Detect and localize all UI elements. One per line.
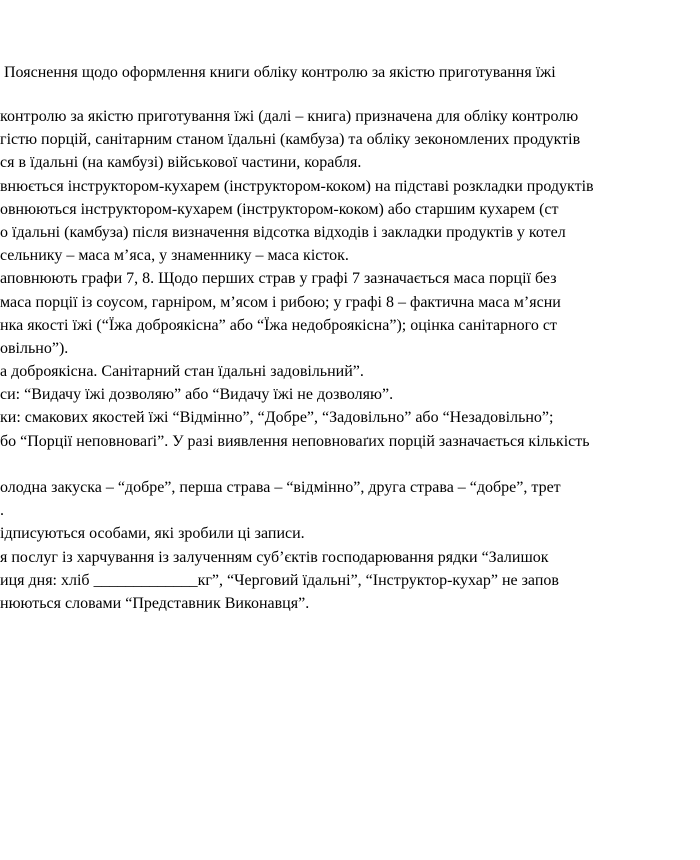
text-line: внюється інструктором-кухарем (інструктором-коком) на підставі розкладки продуктів — [0, 177, 594, 195]
text-line: нка якості їжі (“Їжа доброякісна” або “Їжа недоброякісна”); оцінка санітарного ст — [0, 316, 557, 334]
text-line: бо “Порції неповноваґі”. У разі виявлення неповноваґих порцій зазначається кількість — [0, 432, 590, 450]
text-line: а доброякісна. Санітарний стан їдальні задовільний”. — [0, 363, 364, 381]
text-line: маса порції із соусом, гарніром, м’ясом і рибою; у графі 8 – фактична маса м’ясни — [0, 293, 561, 311]
text-line: нюються словами “Представник Виконавця”. — [0, 594, 310, 612]
text-line: овнюються інструктором-кухарем (інструктором-коком) або старшим кухарем (ст — [0, 200, 559, 218]
text-line: иця дня: хліб _____________кг”, “Черговий їдальні”, “Інструктор-кухар” не запов — [0, 571, 559, 589]
text-line: . — [0, 502, 4, 520]
document-heading: Пояснення щодо оформлення книги обліку контролю за якістю приготування їжі — [4, 64, 556, 81]
document-body — [0, 105, 594, 615]
text-line: гістю порцій, санітарним станом їдальні (камбуза) та обліку зекономлених продуктів — [0, 131, 581, 149]
text-line: олодна закуска – “добре”, перша страва – “відмінно”, друга страва – “добре”, трет — [0, 479, 561, 496]
text-line: ки: смакових якостей їжі “Відмінно”, “Добре”, “Задовільно” або “Незадовільно”; — [0, 409, 554, 427]
text-line — [0, 453, 594, 476]
text-line: си: “Видачу їжі дозволяю” або “Видачу їжі не дозволяю”. — [0, 386, 394, 404]
text-line: аповнюють графи 7, 8. Щодо перших страв у графі 7 зазначається маса порції без — [0, 270, 557, 288]
text-line: я послуг із харчування із залученням суб’єктів господарювання рядки “Залишок — [0, 548, 549, 566]
text-line: ся в їдальні (на камбузі) військової частини, корабля. — [0, 154, 362, 172]
text-line: ідписуються особами, які зробили ці записи. — [0, 525, 305, 543]
text-line: контролю за якістю приготування їжі (далі – книга) призначена для обліку контролю — [0, 108, 579, 125]
text-line: овільно”). — [0, 339, 69, 357]
text-line: сельнику – маса м’яса, у знаменнику – маса кісток. — [0, 247, 349, 265]
text-line: о їдальні (камбуза) після визначення відсотка відходів і закладки продуктів у котел — [0, 223, 566, 241]
